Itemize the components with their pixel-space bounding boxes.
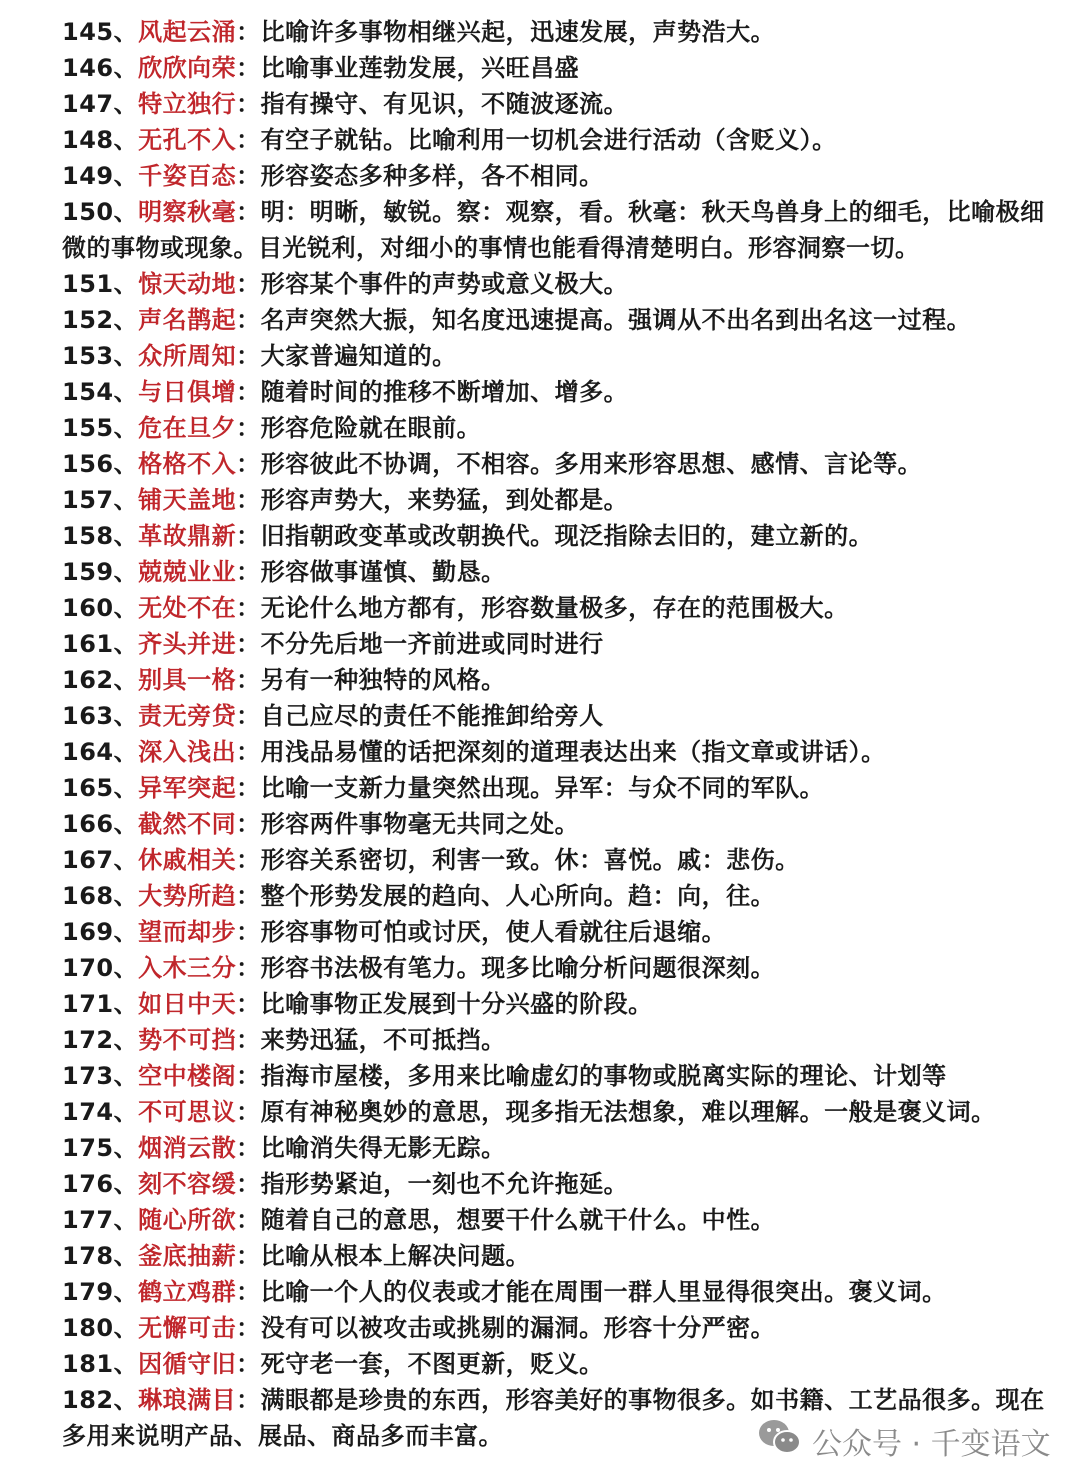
- idiom-entry: [62, 1130, 1062, 1166]
- separator: 、: [113, 306, 139, 334]
- separator: 、: [113, 990, 139, 1018]
- colon: ：: [236, 954, 261, 982]
- idiom-term: 责无旁贷: [138, 702, 237, 730]
- idiom-definition: 没有可以被攻击或挑剔的漏洞。形容十分严密。: [260, 1314, 776, 1342]
- idiom-definition: 原有神秘奥妙的意思，现多指无法想象，难以理解。一般是褒义词。: [260, 1098, 996, 1126]
- idiom-term: 革故鼎新: [138, 522, 237, 550]
- idiom-term: 空中楼阁: [138, 1062, 237, 1090]
- separator: 、: [113, 558, 139, 586]
- separator: 、: [113, 1242, 139, 1270]
- idiom-definition: 比喻事物正发展到十分兴盛的阶段。: [260, 990, 653, 1018]
- idiom-term: 明察秋毫: [138, 198, 237, 226]
- separator: 、: [113, 702, 139, 730]
- colon: ：: [236, 1242, 261, 1270]
- wechat-icon: [758, 1418, 802, 1464]
- colon: ：: [236, 1314, 261, 1342]
- entry-number: 176: [62, 1170, 114, 1198]
- entry-number: 163: [62, 702, 114, 730]
- idiom-term: 兢兢业业: [138, 558, 237, 586]
- idiom-entry: [62, 302, 1062, 338]
- idiom-definition: 明：明晰，敏锐。察：观察，看。秋毫：秋天鸟兽身上的细毛，比喻极细微的事物或现象。目光锐利，对细小的事情也能看得清楚明白。形容洞察一切。: [62, 198, 1045, 262]
- watermark-text: 公众号 · 千变语文: [812, 1427, 1051, 1462]
- idiom-entry: [62, 1094, 1062, 1130]
- idiom-definition: 比喻一个人的仪表或才能在周围一群人里显得很突出。褒义词。: [260, 1278, 947, 1306]
- idiom-entry: [62, 626, 1062, 662]
- idiom-entry: [62, 590, 1062, 626]
- colon: ：: [236, 846, 261, 874]
- idiom-definition: 大家普遍知道的。: [260, 342, 457, 370]
- idiom-entry: [62, 950, 1062, 986]
- separator: 、: [113, 666, 139, 694]
- idiom-entry: [62, 338, 1062, 374]
- idiom-entry: [62, 158, 1062, 194]
- colon: ：: [236, 1170, 261, 1198]
- separator: 、: [113, 810, 139, 838]
- idiom-term: 鹤立鸡群: [138, 1278, 237, 1306]
- idiom-definition: 形容姿态多种多样，各不相同。: [260, 162, 604, 190]
- separator: 、: [113, 414, 139, 442]
- separator: 、: [113, 630, 139, 658]
- idiom-term: 随心所欲: [138, 1206, 237, 1234]
- idiom-definition: 形容事物可怕或讨厌，使人看就往后退缩。: [260, 918, 727, 946]
- idiom-term: 休戚相关: [138, 846, 237, 874]
- idiom-term: 声名鹊起: [138, 306, 237, 334]
- separator: 、: [113, 1026, 139, 1054]
- idiom-term: 釜底抽薪: [138, 1242, 237, 1270]
- colon: ：: [236, 630, 261, 658]
- separator: 、: [113, 1386, 139, 1414]
- idiom-entry: [62, 842, 1062, 878]
- colon: ：: [236, 342, 261, 370]
- separator: 、: [113, 954, 139, 982]
- separator: 、: [113, 1134, 139, 1162]
- entry-number: 155: [62, 414, 114, 442]
- idiom-entry: [62, 86, 1062, 122]
- idiom-entry: [62, 698, 1062, 734]
- entry-number: 158: [62, 522, 114, 550]
- idiom-definition: 形容关系密切，利害一致。休：喜悦。戚：悲伤。: [260, 846, 800, 874]
- idiom-entry: [62, 734, 1062, 770]
- idiom-term: 刻不容缓: [138, 1170, 237, 1198]
- entry-number: 166: [62, 810, 114, 838]
- idiom-term: 铺天盖地: [138, 486, 237, 514]
- separator: 、: [113, 54, 139, 82]
- separator: 、: [113, 1350, 139, 1378]
- idiom-term: 入木三分: [138, 954, 237, 982]
- idiom-entry: [62, 374, 1062, 410]
- entry-number: 161: [62, 630, 114, 658]
- entry-number: 151: [62, 270, 114, 298]
- idiom-term: 别具一格: [138, 666, 237, 694]
- colon: ：: [236, 1062, 261, 1090]
- idiom-entry: [62, 266, 1062, 302]
- entry-number: 146: [62, 54, 114, 82]
- colon: ：: [236, 450, 261, 478]
- colon: ：: [236, 126, 261, 154]
- entry-number: 149: [62, 162, 114, 190]
- idiom-entry: [62, 662, 1062, 698]
- idiom-term: 危在旦夕: [138, 414, 237, 442]
- idiom-entry: [62, 1058, 1062, 1094]
- separator: 、: [113, 738, 139, 766]
- watermark: [758, 1418, 1051, 1464]
- idiom-term: 琳琅满目: [138, 1386, 237, 1414]
- idiom-entry: [62, 1346, 1062, 1382]
- entry-number: 154: [62, 378, 114, 406]
- entry-number: 150: [62, 198, 114, 226]
- separator: 、: [113, 918, 139, 946]
- idiom-entry: [62, 914, 1062, 950]
- idiom-entry: [62, 806, 1062, 842]
- idiom-entry: [62, 770, 1062, 806]
- colon: ：: [236, 90, 261, 118]
- entry-number: 175: [62, 1134, 114, 1162]
- idiom-entry: [62, 50, 1062, 86]
- entry-number: 172: [62, 1026, 114, 1054]
- colon: ：: [236, 1026, 261, 1054]
- idiom-definition: 来势迅猛，不可抵挡。: [260, 1026, 506, 1054]
- idiom-definition: 指有操守、有见识，不随波逐流。: [260, 90, 629, 118]
- entry-number: 181: [62, 1350, 114, 1378]
- idiom-definition: 不分先后地一齐前进或同时进行: [260, 630, 604, 658]
- colon: ：: [236, 810, 261, 838]
- entry-number: 156: [62, 450, 114, 478]
- idiom-entry: [62, 1166, 1062, 1202]
- colon: ：: [236, 1206, 261, 1234]
- entry-number: 179: [62, 1278, 114, 1306]
- idiom-definition: 比喻消失得无影无踪。: [260, 1134, 506, 1162]
- separator: 、: [113, 774, 139, 802]
- idiom-term: 异军突起: [138, 774, 237, 802]
- entry-number: 165: [62, 774, 114, 802]
- colon: ：: [236, 198, 261, 226]
- idiom-entry: [62, 1202, 1062, 1238]
- idiom-definition: 无论什么地方都有，形容数量极多，存在的范围极大。: [260, 594, 849, 622]
- idiom-definition: 整个形势发展的趋向、人心所向。趋：向，往。: [260, 882, 776, 910]
- idiom-entry: [62, 122, 1062, 158]
- entry-number: 180: [62, 1314, 114, 1342]
- idiom-term: 欣欣向荣: [138, 54, 237, 82]
- colon: ：: [236, 666, 261, 694]
- idiom-definition: 形容书法极有笔力。现多比喻分析问题很深刻。: [260, 954, 776, 982]
- entry-number: 178: [62, 1242, 114, 1270]
- separator: 、: [113, 486, 139, 514]
- idiom-entry: [62, 482, 1062, 518]
- entry-number: 174: [62, 1098, 114, 1126]
- idiom-definition: 形容声势大，来势猛，到处都是。: [260, 486, 629, 514]
- idiom-term: 如日中天: [138, 990, 237, 1018]
- entry-number: 173: [62, 1062, 114, 1090]
- idiom-definition: 比喻许多事物相继兴起，迅速发展，声势浩大。: [260, 18, 776, 46]
- separator: 、: [113, 1314, 139, 1342]
- colon: ：: [236, 18, 261, 46]
- idiom-term: 千姿百态: [138, 162, 237, 190]
- idiom-entry: [62, 410, 1062, 446]
- idiom-definition: 指海市屋楼，多用来比喻虚幻的事物或脱离实际的理论、计划等: [260, 1062, 947, 1090]
- idiom-definition: 死守老一套，不图更新，贬义。: [260, 1350, 604, 1378]
- separator: 、: [113, 18, 139, 46]
- idiom-entry: [62, 878, 1062, 914]
- idiom-entry: [62, 194, 1062, 266]
- idiom-definition: 另有一种独特的风格。: [260, 666, 506, 694]
- entry-number: 169: [62, 918, 114, 946]
- separator: 、: [113, 162, 139, 190]
- idiom-definition: 比喻事业莲勃发展，兴旺昌盛: [260, 54, 580, 82]
- colon: ：: [236, 486, 261, 514]
- entry-number: 167: [62, 846, 114, 874]
- colon: ：: [236, 378, 261, 406]
- idiom-term: 无孔不入: [138, 126, 237, 154]
- entry-number: 152: [62, 306, 114, 334]
- idiom-definition: 随着自己的意思，想要干什么就干什么。中性。: [260, 1206, 776, 1234]
- separator: 、: [113, 522, 139, 550]
- idiom-definition: 自己应尽的责任不能推卸给旁人: [260, 702, 604, 730]
- idiom-term: 无懈可击: [138, 1314, 237, 1342]
- idiom-definition: 形容彼此不协调，不相容。多用来形容思想、感情、言论等。: [260, 450, 923, 478]
- idiom-term: 因循守旧: [138, 1350, 237, 1378]
- idiom-term: 惊天动地: [138, 270, 237, 298]
- colon: ：: [236, 414, 261, 442]
- entry-number: 160: [62, 594, 114, 622]
- entry-number: 168: [62, 882, 114, 910]
- idiom-term: 与日俱增: [138, 378, 237, 406]
- colon: ：: [236, 738, 261, 766]
- colon: ：: [236, 558, 261, 586]
- entry-number: 182: [62, 1386, 114, 1414]
- idiom-term: 大势所趋: [138, 882, 237, 910]
- idiom-definition: 满眼都是珍贵的东西，形容美好的事物很多。如书籍、工艺品很多。现在多用来说明产品、展品、商品多而丰富。: [62, 1386, 1045, 1450]
- idiom-term: 特立独行: [138, 90, 237, 118]
- idiom-term: 烟消云散: [138, 1134, 237, 1162]
- colon: ：: [236, 1098, 261, 1126]
- idiom-list: [62, 14, 1062, 1454]
- colon: ：: [236, 702, 261, 730]
- idiom-definition: 比喻一支新力量突然出现。异军：与众不同的军队。: [260, 774, 825, 802]
- idiom-definition: 比喻从根本上解决问题。: [260, 1242, 531, 1270]
- idiom-term: 不可思议: [138, 1098, 237, 1126]
- colon: ：: [236, 1278, 261, 1306]
- colon: ：: [236, 522, 261, 550]
- idiom-term: 截然不同: [138, 810, 237, 838]
- colon: ：: [236, 594, 261, 622]
- separator: 、: [113, 126, 139, 154]
- idiom-entry: [62, 1238, 1062, 1274]
- separator: 、: [113, 198, 139, 226]
- idiom-definition: 指形势紧迫，一刻也不允许拖延。: [260, 1170, 629, 1198]
- idiom-definition: 形容某个事件的声势或意义极大。: [260, 270, 629, 298]
- colon: ：: [236, 162, 261, 190]
- separator: 、: [113, 846, 139, 874]
- entry-number: 145: [62, 18, 114, 46]
- entry-number: 164: [62, 738, 114, 766]
- idiom-definition: 有空子就钻。比喻利用一切机会进行活动（含贬义）。: [260, 126, 837, 154]
- idiom-entry: [62, 518, 1062, 554]
- idiom-term: 深入浅出: [138, 738, 237, 766]
- colon: ：: [236, 270, 261, 298]
- entry-number: 177: [62, 1206, 114, 1234]
- idiom-entry: [62, 14, 1062, 50]
- idiom-entry: [62, 1274, 1062, 1310]
- entry-number: 159: [62, 558, 114, 586]
- separator: 、: [113, 270, 139, 298]
- idiom-definition: 用浅品易懂的话把深刻的道理表达出来（指文章或讲话）。: [260, 738, 886, 766]
- colon: ：: [236, 774, 261, 802]
- entry-number: 162: [62, 666, 114, 694]
- colon: ：: [236, 882, 261, 910]
- idiom-definition: 形容危险就在眼前。: [260, 414, 482, 442]
- separator: 、: [113, 1278, 139, 1306]
- separator: 、: [113, 1062, 139, 1090]
- separator: 、: [113, 882, 139, 910]
- colon: ：: [236, 990, 261, 1018]
- entry-number: 170: [62, 954, 114, 982]
- idiom-definition: 形容做事谨慎、勤恳。: [260, 558, 506, 586]
- idiom-term: 格格不入: [138, 450, 237, 478]
- separator: 、: [113, 594, 139, 622]
- idiom-term: 势不可挡: [138, 1026, 237, 1054]
- idiom-entry: [62, 1022, 1062, 1058]
- idiom-term: 无处不在: [138, 594, 237, 622]
- idiom-term: 风起云涌: [138, 18, 237, 46]
- idiom-definition: 旧指朝政变革或改朝换代。现泛指除去旧的，建立新的。: [260, 522, 874, 550]
- idiom-entry: [62, 554, 1062, 590]
- idiom-definition: 名声突然大振，知名度迅速提高。强调从不出名到出名这一过程。: [260, 306, 972, 334]
- entry-number: 157: [62, 486, 114, 514]
- entry-number: 171: [62, 990, 114, 1018]
- idiom-entry: [62, 446, 1062, 482]
- colon: ：: [236, 1386, 261, 1414]
- separator: 、: [113, 450, 139, 478]
- separator: 、: [113, 1098, 139, 1126]
- colon: ：: [236, 306, 261, 334]
- idiom-entry: [62, 986, 1062, 1022]
- separator: 、: [113, 378, 139, 406]
- idiom-term: 众所周知: [138, 342, 237, 370]
- colon: ：: [236, 54, 261, 82]
- colon: ：: [236, 1134, 261, 1162]
- idiom-entry: [62, 1310, 1062, 1346]
- colon: ：: [236, 918, 261, 946]
- separator: 、: [113, 342, 139, 370]
- idiom-term: 望而却步: [138, 918, 237, 946]
- idiom-term: 齐头并进: [138, 630, 237, 658]
- separator: 、: [113, 1206, 139, 1234]
- separator: 、: [113, 90, 139, 118]
- idiom-definition: 形容两件事物毫无共同之处。: [260, 810, 580, 838]
- entry-number: 147: [62, 90, 114, 118]
- entry-number: 148: [62, 126, 114, 154]
- idiom-definition: 随着时间的推移不断增加、增多。: [260, 378, 629, 406]
- separator: 、: [113, 1170, 139, 1198]
- entry-number: 153: [62, 342, 114, 370]
- colon: ：: [236, 1350, 261, 1378]
